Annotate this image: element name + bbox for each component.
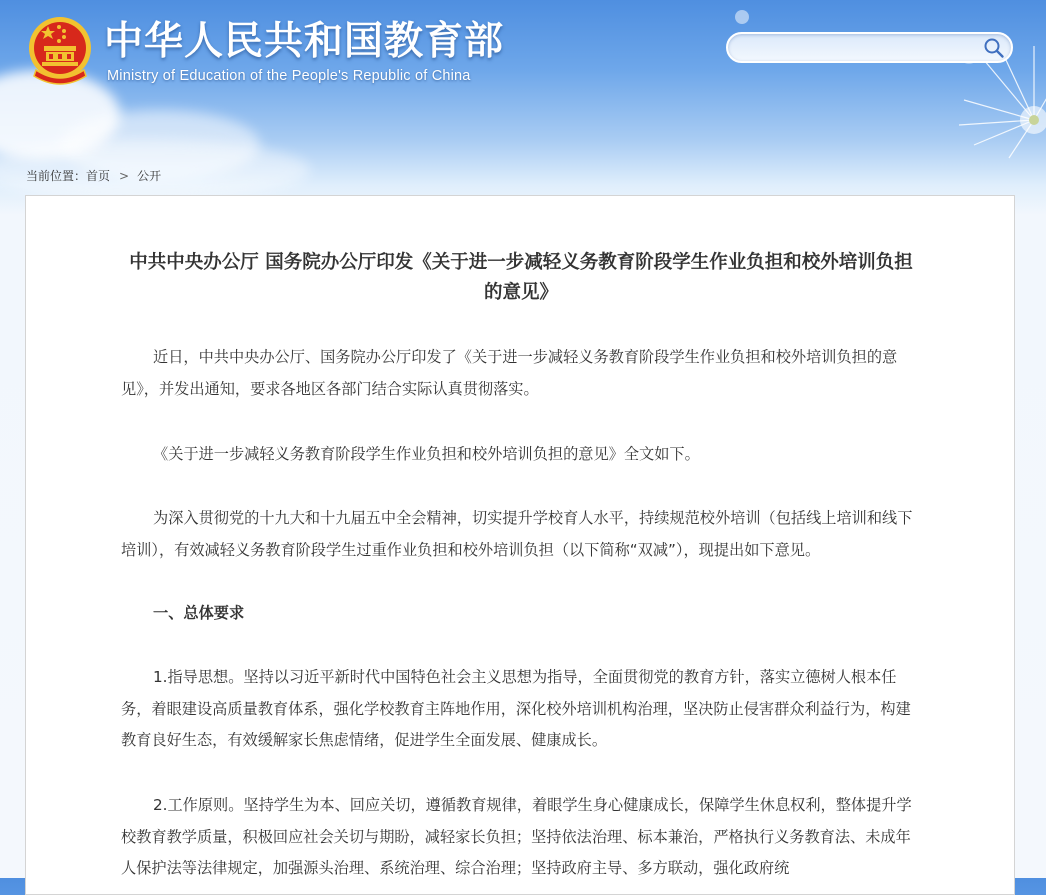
article-title: 中共中央办公厅 国务院办公厅印发《关于进一步减轻义务教育阶段学生作业负担和校外培训负担的意见》	[129, 252, 913, 303]
article-paragraph: 1.指导思想。坚持以习近平新时代中国特色社会主义思想为指导，全面贯彻党的教育方针，落实立德树人根本任务，着眼建设高质量教育体系，强化学校教育主阵地作用，深化校外培训机构治理，坚决防止侵害群众利益行为，构建教育良好生态，有效缓解家长焦虑情绪，促进学生全面发展、健康成长。	[121, 668, 911, 749]
article-container	[25, 195, 1015, 895]
breadcrumb	[26, 167, 161, 184]
breadcrumb-public-link[interactable]: 公开	[137, 169, 162, 183]
national-emblem-icon[interactable]	[26, 14, 94, 86]
article-paragraph: 近日，中共中央办公厅、国务院办公厅印发了《关于进一步减轻义务教育阶段学生作业负担和校外培训负担的意见》，并发出通知，要求各地区各部门结合实际认真贯彻落实。	[121, 348, 898, 398]
breadcrumb-prefix: 当前位置：	[26, 169, 87, 183]
site-header	[0, 0, 1046, 160]
article-paragraph: 《关于进一步减轻义务教育阶段学生作业负担和校外培训负担的意见》全文如下。	[153, 445, 700, 463]
search-icon[interactable]	[983, 37, 1005, 59]
site-subtitle: Ministry of Education of the People's Republic of China	[107, 68, 471, 84]
search-input[interactable]	[740, 36, 984, 61]
site-title[interactable]: 中华人民共和国教育部	[104, 19, 505, 64]
section-heading: 一、总体要求	[153, 604, 245, 622]
article-paragraph: 2.工作原则。坚持学生为本、回应关切，遵循教育规律，着眼学生身心健康成长，保障学生休息权利，整体提升学校教育教学质量，积极回应社会关切与期盼，减轻家长负担；坚持依法治理、标本兼治，严格执行义务教育法、未成年人保护法等法律规定，加强源头治理、系统治理、综合治理；坚持政府主导、多方联动，强化政府统	[121, 796, 912, 877]
breadcrumb-separator: >	[119, 169, 130, 183]
breadcrumb-home-link[interactable]: 首页	[86, 169, 111, 183]
article-paragraph: 为深入贯彻党的十九大和十九届五中全会精神，切实提升学校育人水平，持续规范校外培训（包括线上培训和线下培训），有效减轻义务教育阶段学生过重作业负担和校外培训负担（以下简称“双减”），现提出如下意见。	[121, 509, 913, 559]
search-box	[726, 32, 1013, 63]
